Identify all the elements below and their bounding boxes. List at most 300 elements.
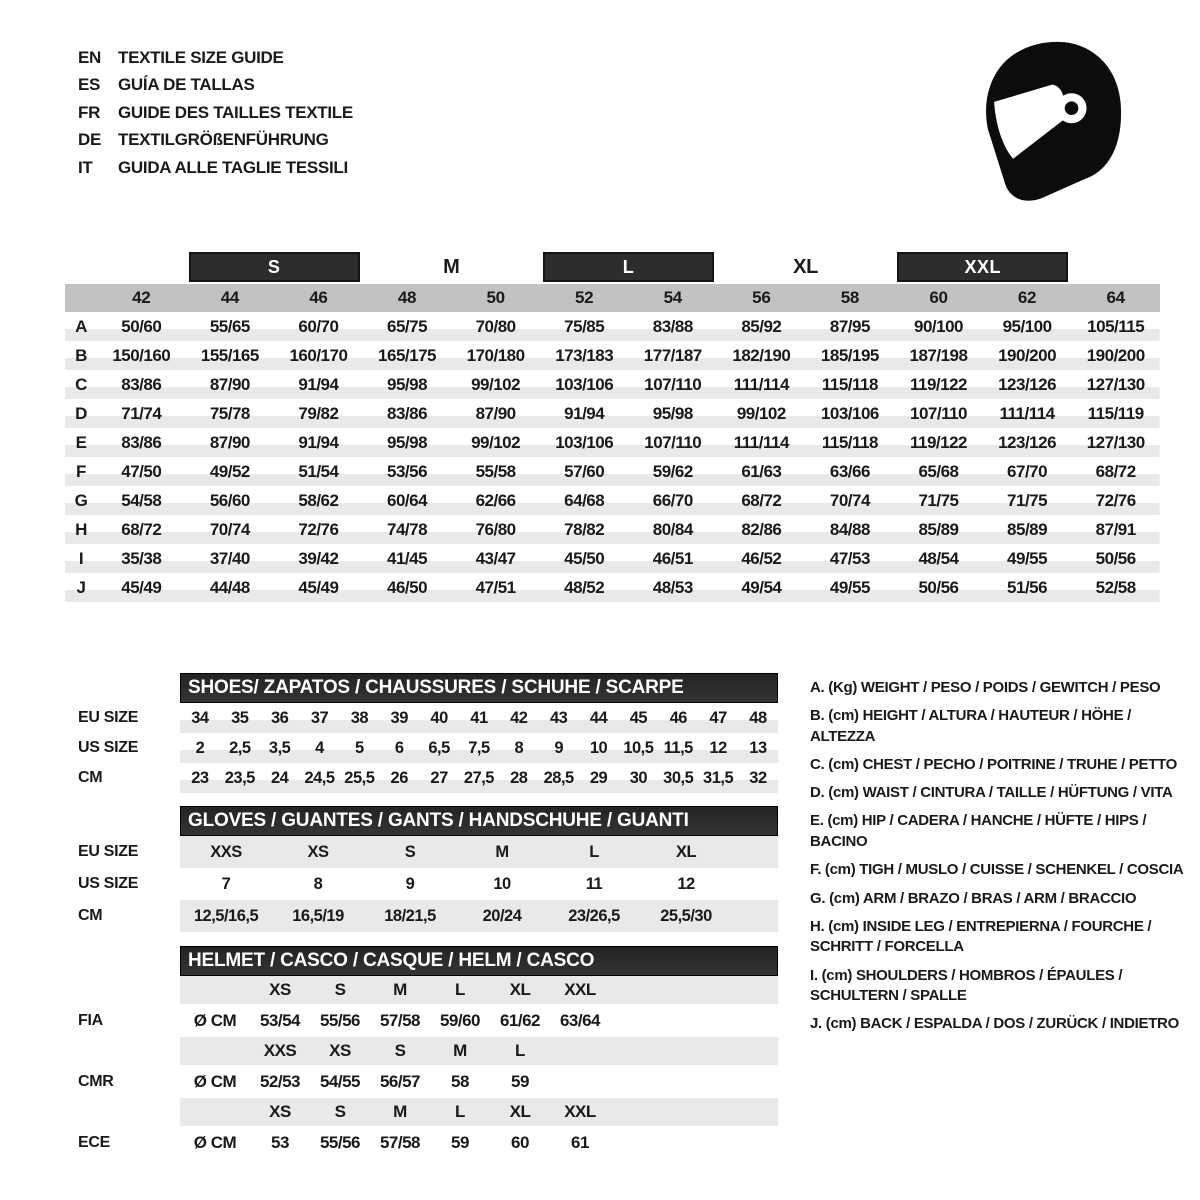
size-cell: M (393, 980, 407, 999)
size-cell: 43 (549, 708, 568, 727)
size-cell: 165/175 (378, 345, 436, 365)
size-cell: 57/58 (379, 1132, 421, 1152)
size-cell: 47 (709, 708, 727, 727)
row-cells (180, 1065, 778, 1098)
size-cell: 57/60 (564, 461, 605, 481)
size-cell: 99/102 (736, 403, 786, 423)
size-cell: 60/70 (298, 316, 339, 336)
size-cell: 107/110 (909, 403, 967, 423)
size-cell: 37 (310, 708, 329, 727)
legend-item: A. (Kg) WEIGHT / PESO / POIDS / GEWITCH / PESO (810, 679, 1161, 696)
size-cell: 56/57 (379, 1071, 421, 1091)
row-letter: A (75, 316, 87, 336)
size-cell: 155/165 (200, 345, 259, 365)
legend-item: F. (cm) TIGH / MUSLO / CUISSE / SCHENKEL / COSCIA (810, 861, 1184, 879)
size-cell: 187/198 (909, 345, 968, 365)
size-group-box: L (543, 252, 714, 282)
size-cell: 2,5 (229, 738, 251, 757)
size-cell: 48 (363, 284, 452, 312)
size-cell: S (334, 980, 346, 999)
size-cell: 170/180 (466, 345, 525, 365)
size-cell: 103/106 (820, 403, 879, 423)
size-cell: 65/75 (387, 316, 428, 336)
size-cell: 31,5 (703, 768, 734, 787)
size-cell: 71/75 (918, 490, 959, 510)
size-cell: 49/55 (1007, 548, 1048, 568)
size-cell: 47/50 (121, 461, 162, 481)
table-row (65, 312, 1160, 341)
size-cell: 103/106 (555, 374, 614, 394)
row-cells (180, 900, 778, 932)
size-cell: 47/51 (475, 577, 516, 597)
numeric-size-header-row (65, 284, 1160, 312)
row-letter: H (75, 519, 87, 539)
size-cell: 45/49 (298, 577, 339, 597)
size-cell: 83/86 (121, 432, 162, 452)
table-row (65, 486, 1160, 515)
lang-code: ES (78, 75, 101, 95)
table-row (78, 703, 790, 733)
size-group-m: M (443, 255, 460, 278)
row-label: EU SIZE (78, 709, 139, 726)
size-cell: 48 (749, 708, 767, 727)
size-cell: 51/54 (298, 461, 339, 481)
table-row (78, 1098, 790, 1126)
size-cell: 12 (709, 738, 727, 757)
size-cell: XL (509, 1102, 531, 1121)
size-cell: 24,5 (304, 768, 335, 787)
table-row (65, 428, 1160, 457)
lang-code: FR (78, 102, 101, 122)
table-row (65, 544, 1160, 573)
size-cell: 11,5 (663, 738, 693, 757)
row-cells (180, 1004, 778, 1037)
legend-item: I. (cm) SHOULDERS / HOMBROS / ÉPAULES / SCHULTERN / SPALLE (810, 966, 1123, 1005)
size-cell: 67/70 (1007, 461, 1048, 481)
size-cell: 71/75 (1007, 490, 1048, 510)
size-cell: 123/126 (998, 432, 1057, 452)
size-cell: 64 (1071, 284, 1160, 312)
table-row (65, 370, 1160, 399)
lang-title: GUIDE DES TAILLES TEXTILE (118, 102, 353, 122)
size-cell: 9 (405, 874, 415, 893)
legend-item: E. (cm) HIP / CADERA / HANCHE / HÜFTE / HIPS / BACINO (810, 812, 1147, 851)
size-group-l (540, 250, 717, 284)
size-group-box: S (189, 252, 360, 282)
size-cell: 50/56 (1095, 548, 1136, 568)
size-cell: 70/74 (209, 519, 250, 539)
table-row (78, 733, 790, 763)
size-cell: 115/118 (821, 432, 878, 452)
size-cell: 75/78 (209, 403, 250, 423)
size-cell: 27 (430, 768, 448, 787)
row-label: CMR (78, 1072, 114, 1090)
size-cell: 30,5 (663, 768, 694, 787)
size-cell: 79/82 (298, 403, 339, 423)
size-cell: M (495, 842, 509, 861)
size-cell: L (515, 1041, 525, 1060)
row-letter: G (74, 490, 88, 510)
size-cell: 41/45 (387, 548, 428, 568)
size-cell: 95/100 (1002, 316, 1052, 336)
size-cell: 50 (451, 284, 540, 312)
size-cell: 83/88 (652, 316, 693, 336)
size-cell: 46 (274, 284, 363, 312)
size-cell: 44/48 (209, 577, 250, 597)
size-cell: 37/40 (209, 548, 250, 568)
table-row (65, 399, 1160, 428)
size-cell: 107/110 (644, 432, 702, 452)
size-cell: 99/102 (471, 432, 521, 452)
size-cell: 87/91 (1095, 519, 1136, 539)
table-row (78, 900, 790, 932)
size-cell: 56/60 (209, 490, 250, 510)
size-cell: 6,5 (428, 738, 450, 757)
row-cells (180, 1126, 778, 1159)
shoes-section (78, 673, 790, 793)
lang-title: TEXTILE SIZE GUIDE (118, 47, 284, 67)
size-cell: 63/66 (829, 461, 870, 481)
size-cell: 160/170 (289, 345, 348, 365)
table-row (78, 763, 790, 793)
size-cell: 28 (510, 768, 528, 787)
size-cell: 54/55 (319, 1071, 361, 1091)
size-cell: 85/89 (1007, 519, 1048, 539)
size-cell: 65/68 (918, 461, 959, 481)
table-row (78, 836, 790, 868)
size-cell: 58 (806, 284, 895, 312)
size-cell: 119/122 (909, 432, 967, 452)
size-cell: L (589, 842, 599, 861)
table-row (78, 1126, 790, 1159)
size-cell: 8 (514, 738, 524, 757)
language-title-block (78, 44, 353, 182)
row-letter: C (75, 374, 87, 394)
row-label: US SIZE (78, 739, 139, 756)
lang-row-fr (78, 99, 353, 127)
row-cells (180, 703, 778, 733)
gloves-section (78, 806, 790, 932)
size-cell: 35 (231, 708, 249, 727)
size-cell: 190/200 (998, 345, 1057, 365)
size-cell: L (455, 980, 465, 999)
row-cells (180, 1037, 778, 1065)
size-cell: 3,5 (268, 738, 291, 757)
size-cell: 49/54 (741, 577, 782, 597)
row-letter: D (75, 403, 87, 423)
size-cell: 44 (186, 284, 275, 312)
size-cell: 4 (315, 738, 324, 757)
size-cell: 23/26,5 (568, 906, 620, 925)
size-cell: 10 (493, 874, 511, 893)
size-cell: 45/49 (121, 577, 162, 597)
size-cell: L (455, 1102, 465, 1121)
size-cell: 45 (629, 708, 648, 727)
helmet-section-title: HELMET / CASCO / CASQUE / HELM / CASCO (180, 946, 778, 976)
size-cell: XL (509, 980, 531, 999)
lang-row-en (78, 44, 353, 72)
row-prefix: Ø CM (193, 1010, 237, 1030)
empty-cell (97, 250, 186, 284)
size-cell: 82/86 (741, 519, 782, 539)
size-group-xxl (894, 250, 1071, 284)
row-label: CM (78, 769, 103, 786)
row-label: ECE (78, 1133, 110, 1151)
size-cell: 46 (669, 708, 687, 727)
size-cell: 91/94 (298, 432, 339, 452)
table-row (78, 976, 790, 1004)
empty-cell (65, 284, 97, 312)
lang-row-de (78, 127, 353, 155)
measurement-legend (810, 678, 1198, 1043)
lang-code: DE (78, 130, 102, 150)
size-cell: 95/98 (387, 374, 428, 394)
size-cell: 103/106 (555, 432, 614, 452)
size-cell: 24 (270, 768, 289, 787)
row-letter: B (75, 345, 87, 365)
size-cell: 185/195 (820, 345, 879, 365)
size-cell: 61/63 (741, 461, 782, 481)
size-cell: 107/110 (644, 374, 702, 394)
size-cell: 35/38 (121, 548, 162, 568)
size-cell: 32 (749, 768, 767, 787)
legend-item: C. (cm) CHEST / PECHO / POITRINE / TRUHE / PETTO (810, 756, 1178, 774)
size-cell: 62 (983, 284, 1072, 312)
apparel-size-table-body (65, 312, 1160, 602)
size-cell: 49/52 (209, 461, 250, 481)
size-cell: 28,5 (543, 768, 574, 787)
size-cell: 127/130 (1086, 374, 1145, 394)
size-cell: 90/100 (913, 316, 963, 336)
empty-cell (65, 250, 97, 284)
size-cell: 16,5/19 (292, 906, 344, 925)
size-cell: 57/58 (379, 1010, 421, 1030)
size-cell: 55/65 (209, 316, 250, 336)
size-cell: XL (675, 842, 697, 861)
size-cell: 56 (717, 284, 806, 312)
row-prefix: Ø CM (193, 1071, 237, 1091)
size-cell: 59/60 (439, 1010, 481, 1030)
size-cell: 83/86 (387, 403, 428, 423)
size-cell: 115/118 (821, 374, 878, 394)
table-row (78, 868, 790, 900)
table-row (78, 1004, 790, 1037)
size-cell: 76/80 (475, 519, 516, 539)
size-cell: 72/76 (1095, 490, 1136, 510)
row-letter: E (75, 432, 87, 452)
size-cell: 53/56 (387, 461, 428, 481)
size-cell: 95/98 (387, 432, 428, 452)
size-cell: 84/88 (829, 519, 870, 539)
lang-row-it (78, 154, 353, 182)
size-cell: 7 (221, 874, 231, 893)
size-cell: 23,5 (224, 768, 255, 787)
size-cell: 83/86 (121, 374, 162, 394)
size-cell: 48/54 (918, 548, 959, 568)
size-cell: 59/62 (652, 461, 693, 481)
size-cell: 39/42 (298, 548, 339, 568)
size-cell: 111/114 (733, 374, 789, 394)
size-cell: 43/47 (475, 548, 516, 568)
size-cell: 26 (390, 768, 408, 787)
legend-item: B. (cm) HEIGHT / ALTURA / HAUTEUR / HÖHE / ALTEZZA (810, 707, 1132, 745)
size-cell: 54/58 (121, 490, 162, 510)
size-cell: 119/122 (909, 374, 967, 394)
size-cell: XXS (210, 842, 242, 861)
empty-cell (1071, 250, 1160, 284)
size-cell: 47/53 (829, 548, 870, 568)
size-cell: S (394, 1041, 406, 1060)
size-cell: 50/56 (918, 577, 959, 597)
size-cell: 70/80 (475, 316, 516, 336)
row-label: CM (78, 907, 103, 924)
size-cell: 91/94 (298, 374, 339, 394)
size-cell: 61/62 (499, 1010, 541, 1030)
table-row (78, 1065, 790, 1098)
size-cell: 99/102 (471, 374, 521, 394)
size-cell: 173/183 (555, 345, 614, 365)
size-cell: 60 (894, 284, 983, 312)
size-cell: 87/90 (209, 374, 250, 394)
size-group-xl: XL (793, 255, 819, 278)
lang-row-es (78, 72, 353, 100)
size-cell: 12 (677, 874, 695, 893)
size-cell: 8 (313, 874, 323, 893)
size-cell: 53 (271, 1132, 289, 1152)
row-label: EU SIZE (78, 843, 139, 860)
row-cells (180, 836, 778, 868)
size-cell: 61 (571, 1132, 589, 1152)
size-cell: 64/68 (564, 490, 605, 510)
row-cells (180, 1098, 778, 1126)
size-cell: 58/62 (298, 490, 339, 510)
size-cell: 51/56 (1007, 577, 1048, 597)
row-cells (180, 763, 778, 793)
size-cell: 48/53 (652, 577, 693, 597)
row-letter: J (76, 577, 86, 597)
size-cell: 52/53 (259, 1071, 301, 1091)
size-cell: 46/50 (387, 577, 428, 597)
size-cell: 50/60 (121, 316, 162, 336)
size-cell: 29 (589, 768, 608, 787)
size-cell: 20/24 (482, 906, 522, 925)
size-cell: 63/64 (559, 1010, 601, 1030)
size-cell: 25,5/30 (660, 906, 712, 925)
size-cell: 52 (540, 284, 629, 312)
size-cell: M (453, 1041, 467, 1060)
lang-title: GUIDA ALLE TAGLIE TESSILI (118, 157, 348, 177)
size-cell: 80/84 (652, 519, 693, 539)
size-cell: 190/200 (1086, 345, 1145, 365)
legend-item: G. (cm) ARM / BRAZO / BRAS / ARM / BRACCIO (810, 889, 1137, 907)
table-row (78, 1037, 790, 1065)
size-cell: XXS (263, 1041, 297, 1060)
size-cell: 91/94 (564, 403, 605, 423)
size-cell: 46/52 (741, 548, 782, 568)
row-letter: I (78, 548, 84, 568)
legend-item: D. (cm) WAIST / CINTURA / TAILLE / HÜFTUNG / VITA (810, 784, 1173, 802)
size-cell: 74/78 (387, 519, 428, 539)
size-cell: 177/187 (643, 345, 702, 365)
size-cell: 38 (350, 708, 369, 727)
lang-title: TEXTILGRÖßENFÜHRUNG (118, 130, 329, 150)
size-cell: 182/190 (732, 345, 791, 365)
size-cell: 66/70 (652, 490, 693, 510)
size-cell: 75/85 (564, 316, 605, 336)
size-cell: 45/50 (564, 548, 605, 568)
size-cell: 5 (355, 738, 364, 757)
size-cell: 62/66 (475, 490, 516, 510)
size-cell: 55/56 (319, 1010, 361, 1030)
size-cell: 34 (191, 708, 209, 727)
size-cell: 87/95 (829, 316, 870, 336)
size-cell: 70/74 (829, 490, 870, 510)
size-cell: 85/92 (741, 316, 782, 336)
size-cell: 48/52 (564, 577, 605, 597)
size-cell: XS (269, 980, 291, 999)
size-cell: 59 (511, 1071, 529, 1091)
size-cell: 71/74 (121, 403, 162, 423)
table-row (65, 573, 1160, 602)
size-cell: 7,5 (468, 738, 490, 757)
size-cell: 87/90 (209, 432, 250, 452)
size-cell: 9 (554, 738, 563, 757)
size-cell: 105/115 (1087, 316, 1145, 336)
lang-code: EN (78, 47, 102, 67)
size-group-header-row (65, 250, 1160, 284)
size-cell: 52/58 (1095, 577, 1136, 597)
size-cell: 58 (451, 1071, 469, 1091)
size-cell: 36 (270, 708, 289, 727)
size-cell: 25,5 (344, 768, 375, 787)
size-cell: 60/64 (387, 490, 428, 510)
size-cell: 27,5 (463, 768, 494, 787)
size-cell: 40 (430, 708, 448, 727)
size-cell: 68/72 (741, 490, 782, 510)
size-cell: 10 (589, 738, 608, 757)
size-cell: 68/72 (121, 519, 162, 539)
size-cell: 11 (585, 874, 603, 893)
table-row (65, 457, 1160, 486)
size-group-s (186, 250, 363, 284)
row-label: US SIZE (78, 875, 139, 892)
size-cell: 42 (510, 708, 528, 727)
size-cell: S (334, 1102, 346, 1121)
size-cell: 44 (589, 708, 608, 727)
gloves-section-title: GLOVES / GUANTES / GANTS / HANDSCHUHE / GUANTI (180, 806, 778, 836)
size-cell: XS (307, 842, 329, 861)
size-cell: 60 (511, 1132, 529, 1152)
row-cells (180, 868, 778, 900)
row-cells (180, 733, 778, 763)
legend-item: J. (cm) BACK / ESPALDA / DOS / ZURÜCK / INDIETRO (810, 1015, 1179, 1033)
lang-code: IT (78, 157, 93, 177)
size-cell: 150/160 (112, 345, 171, 365)
size-cell: XXL (564, 1102, 596, 1121)
size-cell: 53/54 (259, 1010, 301, 1030)
size-cell: 41 (470, 708, 488, 727)
lang-title: GUÍA DE TALLAS (118, 75, 255, 95)
row-letter: F (76, 461, 86, 481)
helmet-section (78, 946, 790, 1159)
row-cells (180, 976, 778, 1004)
table-row (65, 515, 1160, 544)
size-cell: 111/114 (999, 403, 1055, 423)
size-cell: 72/76 (298, 519, 339, 539)
size-cell: 123/126 (998, 374, 1057, 394)
size-cell: 111/114 (733, 432, 789, 452)
size-cell: 6 (394, 738, 404, 757)
